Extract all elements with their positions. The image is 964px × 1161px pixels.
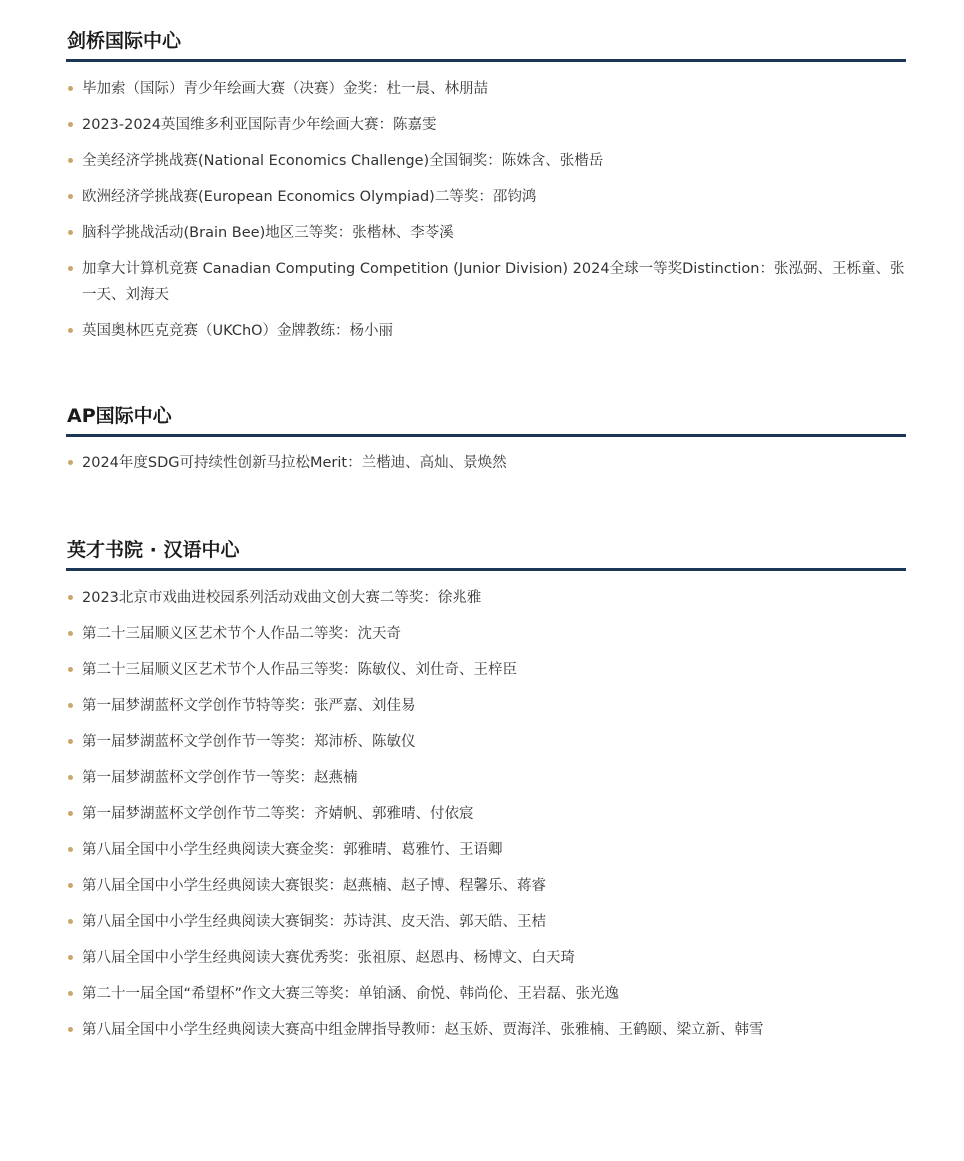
award-text: 第二十三届顺义区艺术节个人作品二等奖：沈天奇 (82, 626, 401, 642)
list-item (66, 1017, 906, 1043)
section-divider (66, 568, 906, 571)
bullet-dot-icon (68, 631, 73, 636)
award-text: 欧洲经济学挑战赛(European Economics Olympiad)二等奖：邵钧鸿 (82, 189, 537, 205)
bullet-dot-icon (68, 460, 73, 465)
list-item (66, 256, 906, 308)
bullet-dot-icon (68, 230, 73, 235)
list-item (66, 220, 906, 246)
award-text: 第一届梦湖蓝杯文学创作节一等奖：郑沛桥、陈敏仪 (82, 734, 416, 750)
list-item (66, 148, 906, 174)
list-item (66, 909, 906, 935)
bullet-dot-icon (68, 811, 73, 816)
award-text: 英国奥林匹克竞赛（UKChO）金牌教练：杨小丽 (82, 323, 394, 339)
bullet-dot-icon (68, 328, 73, 333)
bullet-dot-icon (68, 194, 73, 199)
bullet-dot-icon (68, 86, 73, 91)
bullet-dot-icon (68, 667, 73, 672)
bullet-dot-icon (68, 158, 73, 163)
list-item (66, 693, 906, 719)
bullet-dot-icon (68, 122, 73, 127)
award-text: 第一届梦湖蓝杯文学创作节特等奖：张严嘉、刘佳易 (82, 698, 416, 714)
list-item (66, 657, 906, 683)
bullet-dot-icon (68, 991, 73, 996)
list-item (66, 765, 906, 791)
list-item (66, 450, 906, 476)
list-item (66, 981, 906, 1007)
award-text: 第八届全国中小学生经典阅读大赛金奖：郭雅晴、葛雅竹、王语卿 (82, 842, 503, 858)
section-title: AP国际中心 (67, 405, 172, 427)
list-item (66, 729, 906, 755)
list-item (66, 112, 906, 138)
section-title: 剑桥国际中心 (67, 30, 182, 52)
award-text: 加拿大计算机竞赛 Canadian Computing Competition (Junior Division) 2024全球一等奖Distinction：张泓弼、王栎童、张一天、刘海天 (82, 261, 905, 303)
award-text: 第八届全国中小学生经典阅读大赛银奖：赵燕楠、赵子博、程馨乐、蒋睿 (82, 878, 546, 894)
bullet-dot-icon (68, 847, 73, 852)
award-text: 2024年度SDG可持续性创新马拉松Merit：兰楷迪、高灿、景焕然 (82, 455, 507, 471)
bullet-dot-icon (68, 266, 73, 271)
list-item (66, 801, 906, 827)
list-item (66, 184, 906, 210)
award-text: 毕加索（国际）青少年绘画大赛（决赛）金奖：杜一晨、林朋喆 (82, 81, 488, 97)
award-text: 第八届全国中小学生经典阅读大赛高中组金牌指导教师：赵玉娇、贾海洋、张雅楠、王鹤颐、梁立新、韩雪 (82, 1022, 764, 1038)
section-cambridge-center (66, 28, 906, 354)
bullet-dot-icon (68, 919, 73, 924)
award-list (66, 450, 906, 476)
award-text: 2023-2024英国维多利亚国际青少年绘画大赛：陈嘉雯 (82, 117, 437, 133)
award-text: 第八届全国中小学生经典阅读大赛铜奖：苏诗淇、皮天浩、郭天皓、王桔 (82, 914, 546, 930)
award-list (66, 76, 906, 344)
award-text: 第二十一届全国“希望杯”作文大赛三等奖：单铂涵、俞悦、韩尚伦、王岩磊、张光逸 (82, 986, 620, 1002)
list-item (66, 76, 906, 102)
section-ap-center (66, 403, 906, 486)
bullet-dot-icon (68, 775, 73, 780)
bullet-dot-icon (68, 739, 73, 744)
list-item (66, 873, 906, 899)
bullet-dot-icon (68, 955, 73, 960)
award-text: 第一届梦湖蓝杯文学创作节二等奖：齐婧帆、郭雅晴、付依宸 (82, 806, 474, 822)
list-item (66, 585, 906, 611)
section-divider (66, 59, 906, 62)
section-title: 英才书院 · 汉语中心 (67, 539, 240, 561)
award-text: 第八届全国中小学生经典阅读大赛优秀奖：张祖原、赵恩冉、杨博文、白天琦 (82, 950, 575, 966)
bullet-dot-icon (68, 883, 73, 888)
section-chinese-center (66, 537, 906, 1053)
bullet-dot-icon (68, 595, 73, 600)
award-text: 脑科学挑战活动(Brain Bee)地区三等奖：张楷林、李苓溪 (82, 225, 454, 241)
award-list (66, 585, 906, 1043)
list-item (66, 621, 906, 647)
bullet-dot-icon (68, 1027, 73, 1032)
award-text: 全美经济学挑战赛(National Economics Challenge)全国铜奖：陈姝含、张楷岳 (82, 153, 604, 169)
list-item (66, 945, 906, 971)
bullet-dot-icon (68, 703, 73, 708)
award-text: 第一届梦湖蓝杯文学创作节一等奖：赵燕楠 (82, 770, 358, 786)
list-item (66, 318, 906, 344)
section-divider (66, 434, 906, 437)
list-item (66, 837, 906, 863)
award-text: 2023北京市戏曲进校园系列活动戏曲文创大赛二等奖：徐兆雅 (82, 590, 482, 606)
award-text: 第二十三届顺义区艺术节个人作品三等奖：陈敏仪、刘仕奇、王梓臣 (82, 662, 517, 678)
